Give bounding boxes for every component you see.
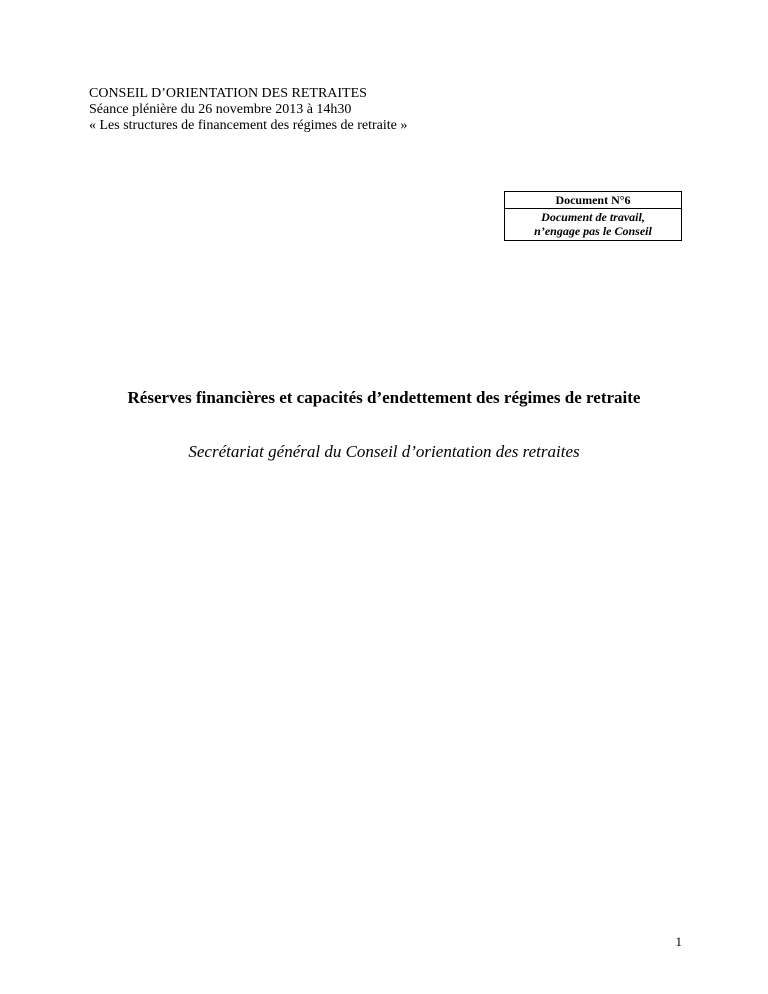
- disclaimer-line-2: n’engage pas le Conseil: [534, 224, 652, 238]
- page-number: 1: [675, 934, 682, 949]
- organization-name: CONSEIL D’ORIENTATION DES RETRAITES: [89, 86, 367, 101]
- document-author: Secrétariat général du Conseil d’orientation des retraites: [188, 442, 580, 461]
- session-info: Séance plénière du 26 novembre 2013 à 14h30: [89, 102, 352, 117]
- session-theme: « Les structures de financement des régimes de retraite »: [89, 118, 408, 133]
- document-disclaimer: [505, 209, 681, 240]
- document-header: [89, 86, 407, 134]
- document-number: Document N°6: [505, 192, 681, 209]
- disclaimer-line-1: Document de travail,: [541, 210, 645, 224]
- document-title: Réserves financières et capacités d’endettement des régimes de retraite: [127, 388, 641, 407]
- document-reference-box: [504, 191, 682, 241]
